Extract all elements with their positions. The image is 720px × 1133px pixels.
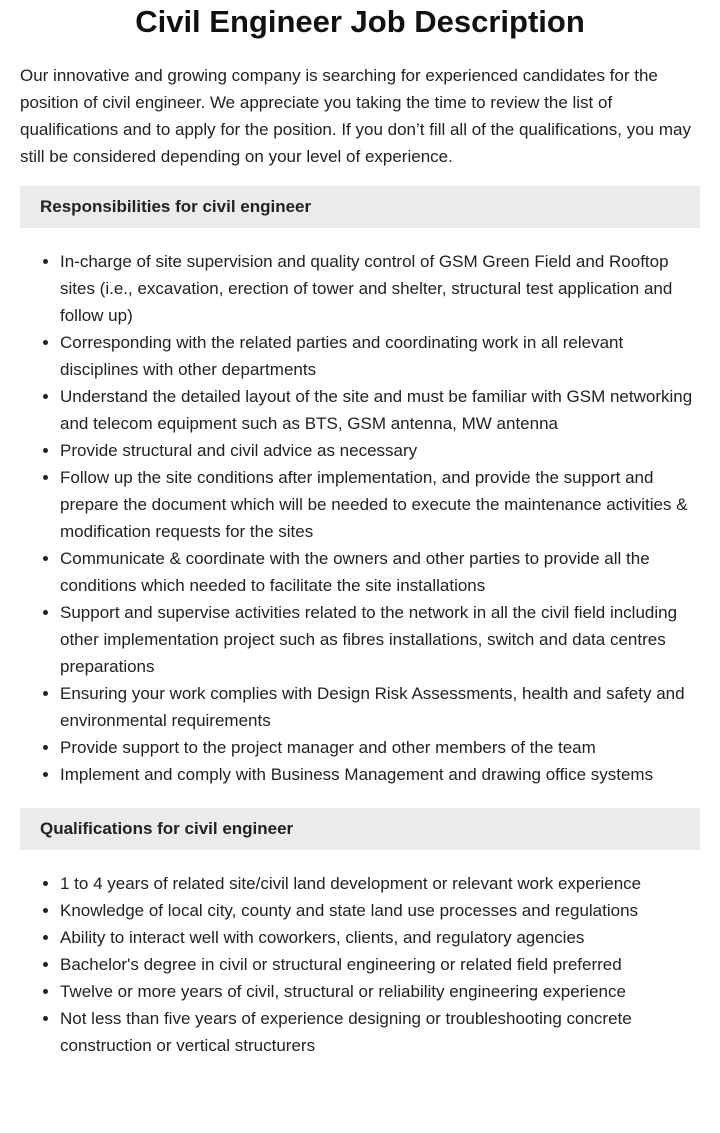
list-item: • Follow up the site conditions after implementation, and provide the support and prepare the document which will be needed to execute the maintenance activities & modification requests for the sites — [60, 464, 700, 545]
qualifications-heading: Qualifications for civil engineer — [40, 819, 294, 838]
page-title: Civil Engineer Job Description — [135, 4, 585, 39]
responsibilities-heading: Responsibilities for civil engineer — [40, 197, 312, 216]
list-item: • Ability to interact well with coworkers, clients, and regulatory agencies — [60, 924, 700, 951]
list-item: • Communicate & coordinate with the owners and other parties to provide all the conditions which needed to facilitate the site installations — [60, 545, 700, 599]
list-item: • Understand the detailed layout of the site and must be familiar with GSM networking and telecom equipment such as BTS, GSM antenna, MW antenna — [60, 383, 700, 437]
responsibilities-header — [20, 186, 700, 228]
list-item: • Twelve or more years of civil, structural or reliability engineering experience — [60, 978, 700, 1005]
list-item: • Corresponding with the related parties and coordinating work in all relevant disciplines with other departments — [60, 329, 700, 383]
list-item: • Provide structural and civil advice as necessary — [60, 437, 700, 464]
list-item: • Implement and comply with Business Management and drawing office systems — [60, 761, 700, 788]
intro-paragraph: Our innovative and growing company is searching for experienced candidates for the position of civil engineer. We appreciate you taking the time to review the list of qualifications and to apply for the position. If you don’t fill all of the qualifications, you may still be considered depending on your level of experience. — [20, 66, 691, 166]
qualifications-header — [20, 808, 700, 850]
list-item: • In-charge of site supervision and quality control of GSM Green Field and Rooftop sites (i.e., excavation, erection of tower and shelter, structural test application and follow up) — [60, 248, 700, 329]
list-item: • Support and supervise activities related to the network in all the civil field including other implementation project such as fibres installations, switch and data centres preparations — [60, 599, 700, 680]
list-item: • Knowledge of local city, county and state land use processes and regulations — [60, 897, 700, 924]
responsibilities-list — [20, 248, 700, 788]
list-item: • Provide support to the project manager and other members of the team — [60, 734, 700, 761]
list-item: • Not less than five years of experience designing or troubleshooting concrete construction or vertical structurers — [60, 1005, 700, 1059]
list-item: • Ensuring your work complies with Design Risk Assessments, health and safety and environmental requirements — [60, 680, 700, 734]
list-item: • 1 to 4 years of related site/civil land development or relevant work experience — [60, 870, 700, 897]
qualifications-list — [20, 870, 700, 1059]
list-item: • Bachelor's degree in civil or structural engineering or related field preferred — [60, 951, 700, 978]
